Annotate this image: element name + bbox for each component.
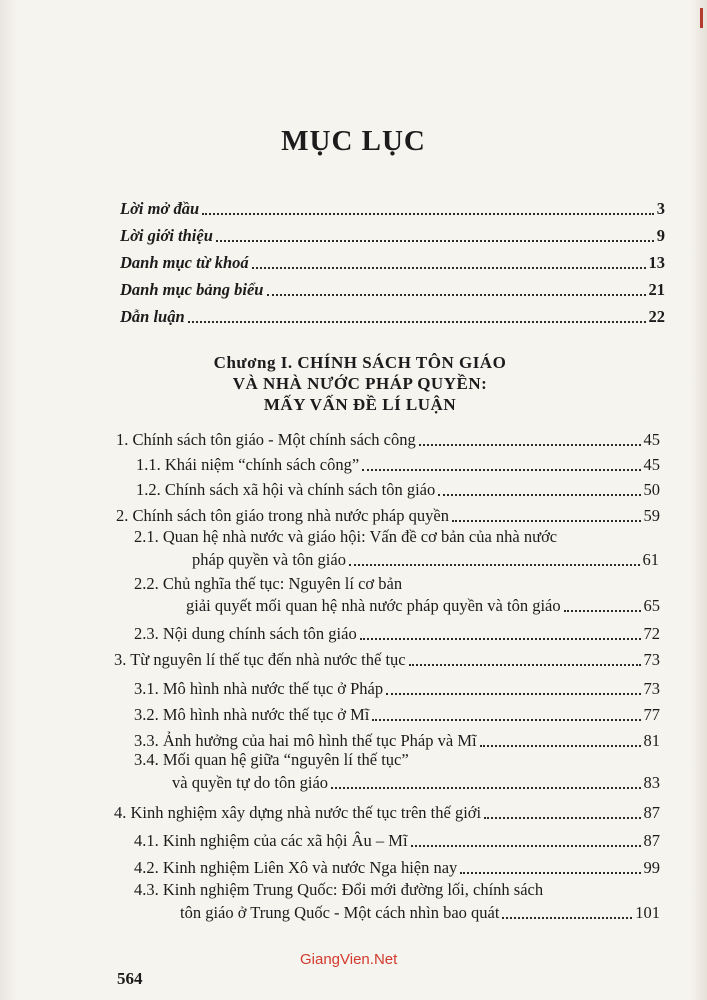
dot-leader xyxy=(252,266,646,269)
toc-page-number: 9 xyxy=(656,226,665,245)
toc-entry-first-line[interactable]: 3.4. Mối quan hệ giữa “nguyên lí thế tục” xyxy=(134,750,409,769)
chapter-heading-line: VÀ NHÀ NƯỚC PHÁP QUYỀN: xyxy=(232,374,488,393)
toc-front-item[interactable] xyxy=(120,276,665,300)
toc-label: Dẫn luận xyxy=(120,307,185,326)
toc-entry[interactable] xyxy=(114,799,660,823)
toc-page-number: 72 xyxy=(643,624,660,643)
toc-page-number: 81 xyxy=(643,731,660,750)
toc-entry[interactable] xyxy=(172,769,660,793)
toc-entry[interactable] xyxy=(134,675,660,699)
toc-label: 1. Chính sách tôn giáo - Một chính sách công xyxy=(116,430,416,449)
toc-label: Danh mục bảng biểu xyxy=(120,280,264,299)
toc-page-number: 21 xyxy=(648,280,665,299)
toc-entry[interactable] xyxy=(192,546,659,570)
toc-front-item[interactable] xyxy=(120,222,665,246)
toc-entry[interactable] xyxy=(134,727,660,751)
dot-leader xyxy=(411,844,641,847)
toc-label: 4. Kinh nghiệm xây dựng nhà nước thế tục trên thế giới xyxy=(114,803,482,822)
chapter-heading xyxy=(180,352,540,415)
toc-page-number: 45 xyxy=(643,455,660,474)
dot-leader xyxy=(188,320,646,323)
toc-page-number: 73 xyxy=(643,650,660,669)
toc-entry[interactable] xyxy=(186,592,660,616)
dot-leader xyxy=(484,816,640,819)
toc-label: 3.3. Ảnh hưởng của hai mô hình thế tục Pháp và Mĩ xyxy=(134,731,477,750)
dot-leader xyxy=(564,609,641,612)
dot-leader xyxy=(460,871,640,874)
toc-label: 3.1. Mô hình nhà nước thế tục ở Pháp xyxy=(134,679,384,698)
corner-mark xyxy=(700,8,703,28)
toc-front-item[interactable] xyxy=(120,195,665,219)
dot-leader xyxy=(438,493,640,496)
toc-page-number: 22 xyxy=(648,307,665,326)
dot-leader xyxy=(360,637,641,640)
toc-page-number: 99 xyxy=(643,858,660,877)
toc-entry[interactable] xyxy=(114,646,660,670)
toc-page-number: 65 xyxy=(643,596,660,615)
toc-page-number: 77 xyxy=(643,705,660,724)
toc-page-number: 87 xyxy=(643,831,660,850)
toc-page-number: 13 xyxy=(648,253,665,272)
toc-page-number: 87 xyxy=(643,803,660,822)
toc-entry-first-line[interactable]: 4.3. Kinh nghiệm Trung Quốc: Đổi mới đường lối, chính sách xyxy=(134,880,544,899)
toc-label: pháp quyền và tôn giáo xyxy=(192,550,346,569)
page-title: MỤC LỤC xyxy=(281,125,426,157)
dot-leader xyxy=(216,239,654,242)
toc-entry-first-line[interactable]: 2.2. Chủ nghĩa thế tục: Nguyên lí cơ bản xyxy=(134,574,403,593)
dot-leader xyxy=(372,718,640,721)
toc-label: 3.2. Mô hình nhà nước thế tục ở Mĩ xyxy=(134,705,370,724)
toc-label: giải quyết mối quan hệ nhà nước pháp quyền và tôn giáo xyxy=(186,596,561,615)
toc-label: Lời mở đầu xyxy=(120,199,200,218)
toc-label: 4.2. Kinh nghiệm Liên Xô và nước Nga hiện nay xyxy=(134,858,458,877)
toc-label: tôn giáo ở Trung Quốc - Một cách nhìn bao quát xyxy=(180,903,500,922)
toc-label: và quyền tự do tôn giáo xyxy=(172,773,329,792)
toc-page-number: 61 xyxy=(642,550,659,569)
dot-leader xyxy=(480,744,641,747)
toc-entry[interactable] xyxy=(134,854,660,878)
toc-page-number: 73 xyxy=(643,679,660,698)
toc-entry-first-line[interactable]: 2.1. Quan hệ nhà nước và giáo hội: Vấn đề cơ bản của nhà nước xyxy=(134,527,558,546)
chapter-heading-line: Chương I. CHÍNH SÁCH TÔN GIÁO xyxy=(213,353,507,372)
toc-front-item[interactable] xyxy=(120,303,665,327)
toc-label: 2.3. Nội dung chính sách tôn giáo xyxy=(134,624,357,643)
toc-page-number: 50 xyxy=(643,480,660,499)
watermark: GiangVien.Net xyxy=(300,951,398,968)
dot-leader xyxy=(409,663,641,666)
dot-leader xyxy=(349,563,640,566)
toc-page-number: 59 xyxy=(643,506,660,525)
toc-label: 1.2. Chính sách xã hội và chính sách tôn giáo xyxy=(136,480,436,499)
toc-entry[interactable] xyxy=(134,827,660,851)
chapter-heading-line: MẤY VẤN ĐỀ LÍ LUẬN xyxy=(263,395,457,414)
dot-leader xyxy=(502,916,632,919)
toc-label: 2. Chính sách tôn giáo trong nhà nước pháp quyền xyxy=(116,506,449,525)
toc-label: 1.1. Khái niệm “chính sách công” xyxy=(136,455,360,474)
toc-front-item[interactable] xyxy=(120,249,665,273)
toc-page-number: 3 xyxy=(656,199,665,218)
toc-entry[interactable] xyxy=(134,620,660,644)
dot-leader xyxy=(202,212,654,215)
dot-leader xyxy=(452,519,641,522)
dot-leader xyxy=(419,443,641,446)
toc-entry[interactable] xyxy=(180,899,660,923)
toc-label: 4.1. Kinh nghiệm của các xã hội Âu – Mĩ xyxy=(134,831,408,850)
dot-leader xyxy=(362,468,640,471)
toc-label: 3. Từ nguyên lí thế tục đến nhà nước thế tục xyxy=(114,650,406,669)
toc-page-number: 45 xyxy=(643,430,660,449)
page-number: 564 xyxy=(117,969,143,988)
toc-page-number: 101 xyxy=(635,903,660,922)
toc-entry[interactable] xyxy=(136,451,660,475)
dot-leader xyxy=(267,293,646,296)
toc-entry[interactable] xyxy=(116,426,660,450)
toc-entry[interactable] xyxy=(134,701,660,725)
dot-leader xyxy=(331,786,640,789)
toc-label: Danh mục từ khoá xyxy=(120,253,249,272)
toc-label: Lời giới thiệu xyxy=(120,226,213,245)
toc-entry[interactable] xyxy=(136,476,660,500)
dot-leader xyxy=(386,692,640,695)
toc-entry[interactable] xyxy=(116,502,660,526)
toc-page-number: 83 xyxy=(643,773,660,792)
